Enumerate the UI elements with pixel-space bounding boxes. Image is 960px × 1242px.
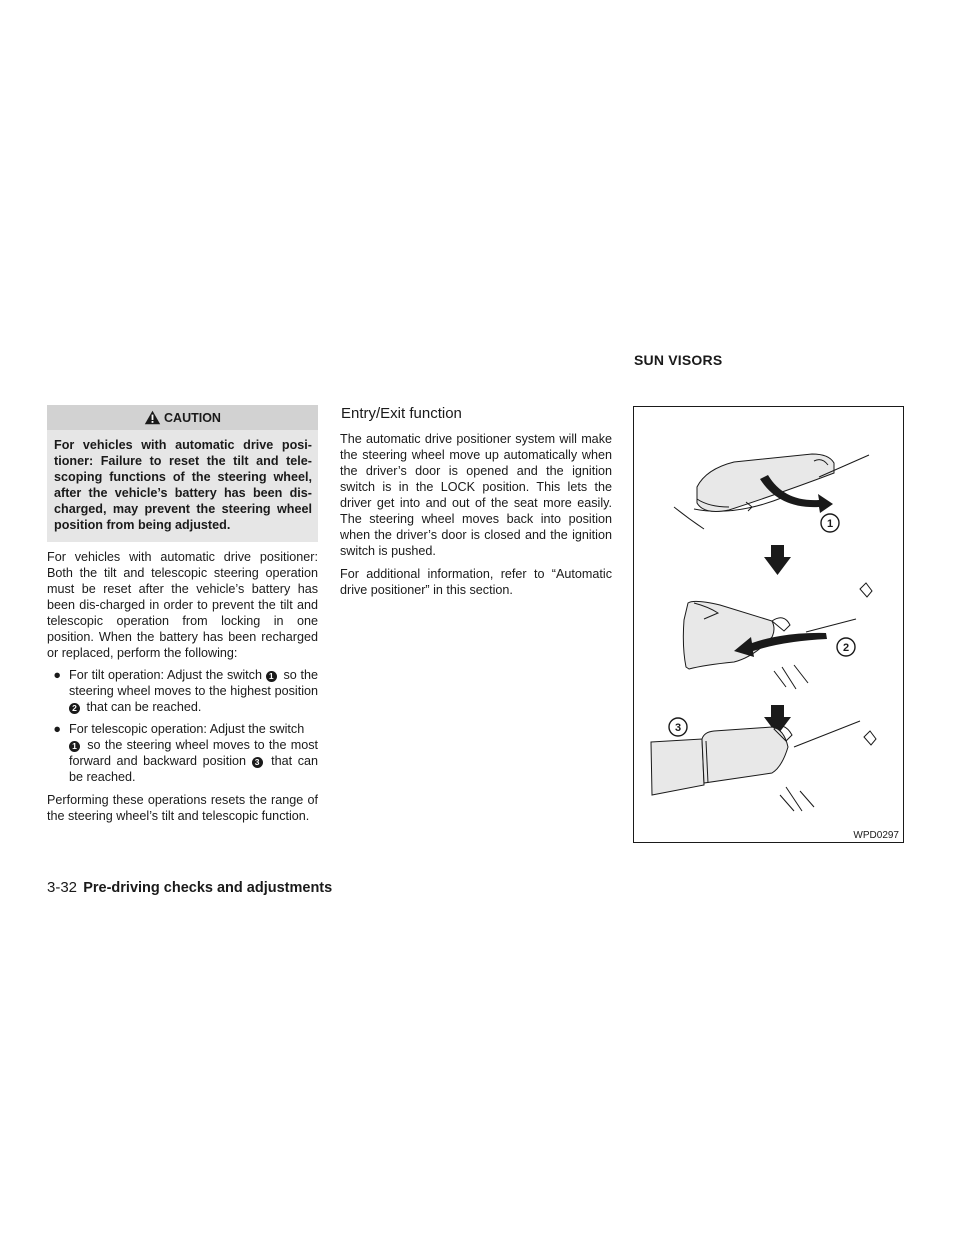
left-column xyxy=(47,405,318,824)
down-arrow-1 xyxy=(764,545,791,575)
middle-column xyxy=(340,405,612,598)
list-item-tilt xyxy=(47,667,318,715)
callout-label: 3 xyxy=(674,722,682,734)
figure-code: WPD0297 xyxy=(853,830,899,841)
list-item-text: For tilt operation: Adjust the switch 1 so the steering wheel moves to the highest position 2 that can be reached. xyxy=(69,668,318,714)
caution-title: CAUTION xyxy=(164,410,221,425)
visor-down xyxy=(683,601,774,669)
list-item-text: For telescopic operation: Adjust the switch 1 so the steering wheel moves to the most forward and backward position 3 that can be reached. xyxy=(69,722,318,784)
illustration-drawing xyxy=(634,407,903,842)
reference-paragraph: For additional information, refer to “Automatic drive positioner” in this section. xyxy=(340,567,612,597)
caution-box xyxy=(47,405,318,542)
sun-visor-illustration xyxy=(633,406,904,843)
callout-number: 3 xyxy=(252,757,263,768)
chapter-title: Pre-driving checks and adjustments xyxy=(83,880,333,896)
caution-text: For vehicles with automatic drive posi-tioner: Failure to reset the tilt and tele-scoping functions of the steering wheel, after the vehicle’s battery has been dis-charged, may prevent the steering wheel position from being adjusted. xyxy=(54,438,312,532)
callout-label: 1 xyxy=(826,518,834,530)
bullet-dot: ● xyxy=(53,722,61,736)
callout-number: 2 xyxy=(69,703,80,714)
page-footer xyxy=(47,879,332,896)
caution-header xyxy=(47,405,318,430)
visor-extension xyxy=(651,739,704,795)
page-number: 3-32 xyxy=(47,879,78,896)
callout-label: 2 xyxy=(842,642,850,654)
callout-number: 1 xyxy=(266,671,277,682)
bullet-dot: ● xyxy=(53,668,61,682)
closing-paragraph: Performing these operations resets the range of the steering wheel’s tilt and telescopic function. xyxy=(47,793,318,823)
intro-paragraph: For vehicles with automatic drive positioner: Both the tilt and telescopic steering operation must be reset after the vehicle’s battery has been dis-charged in order to prevent the tilt and telescopic operation from locking in one position. When the battery has been recharged or replaced, perform the following: xyxy=(47,550,318,660)
callout-number: 1 xyxy=(69,741,80,752)
subsection-heading: Entry/Exit function xyxy=(341,405,462,422)
list-item-telescopic xyxy=(47,721,318,785)
section-heading: SUN VISORS xyxy=(634,352,723,368)
warning-icon xyxy=(144,410,161,425)
entry-exit-paragraph: The automatic drive positioner system will make the steering wheel move up automatically when the driver’s door is opened and the ignition switch is in the LOCK position. This lets the driver get into and out of the seat more easily. The steering wheel moves back into position when the driver’s door is closed and the ignition switch is pushed. xyxy=(340,432,612,558)
visor-slid xyxy=(702,727,788,783)
